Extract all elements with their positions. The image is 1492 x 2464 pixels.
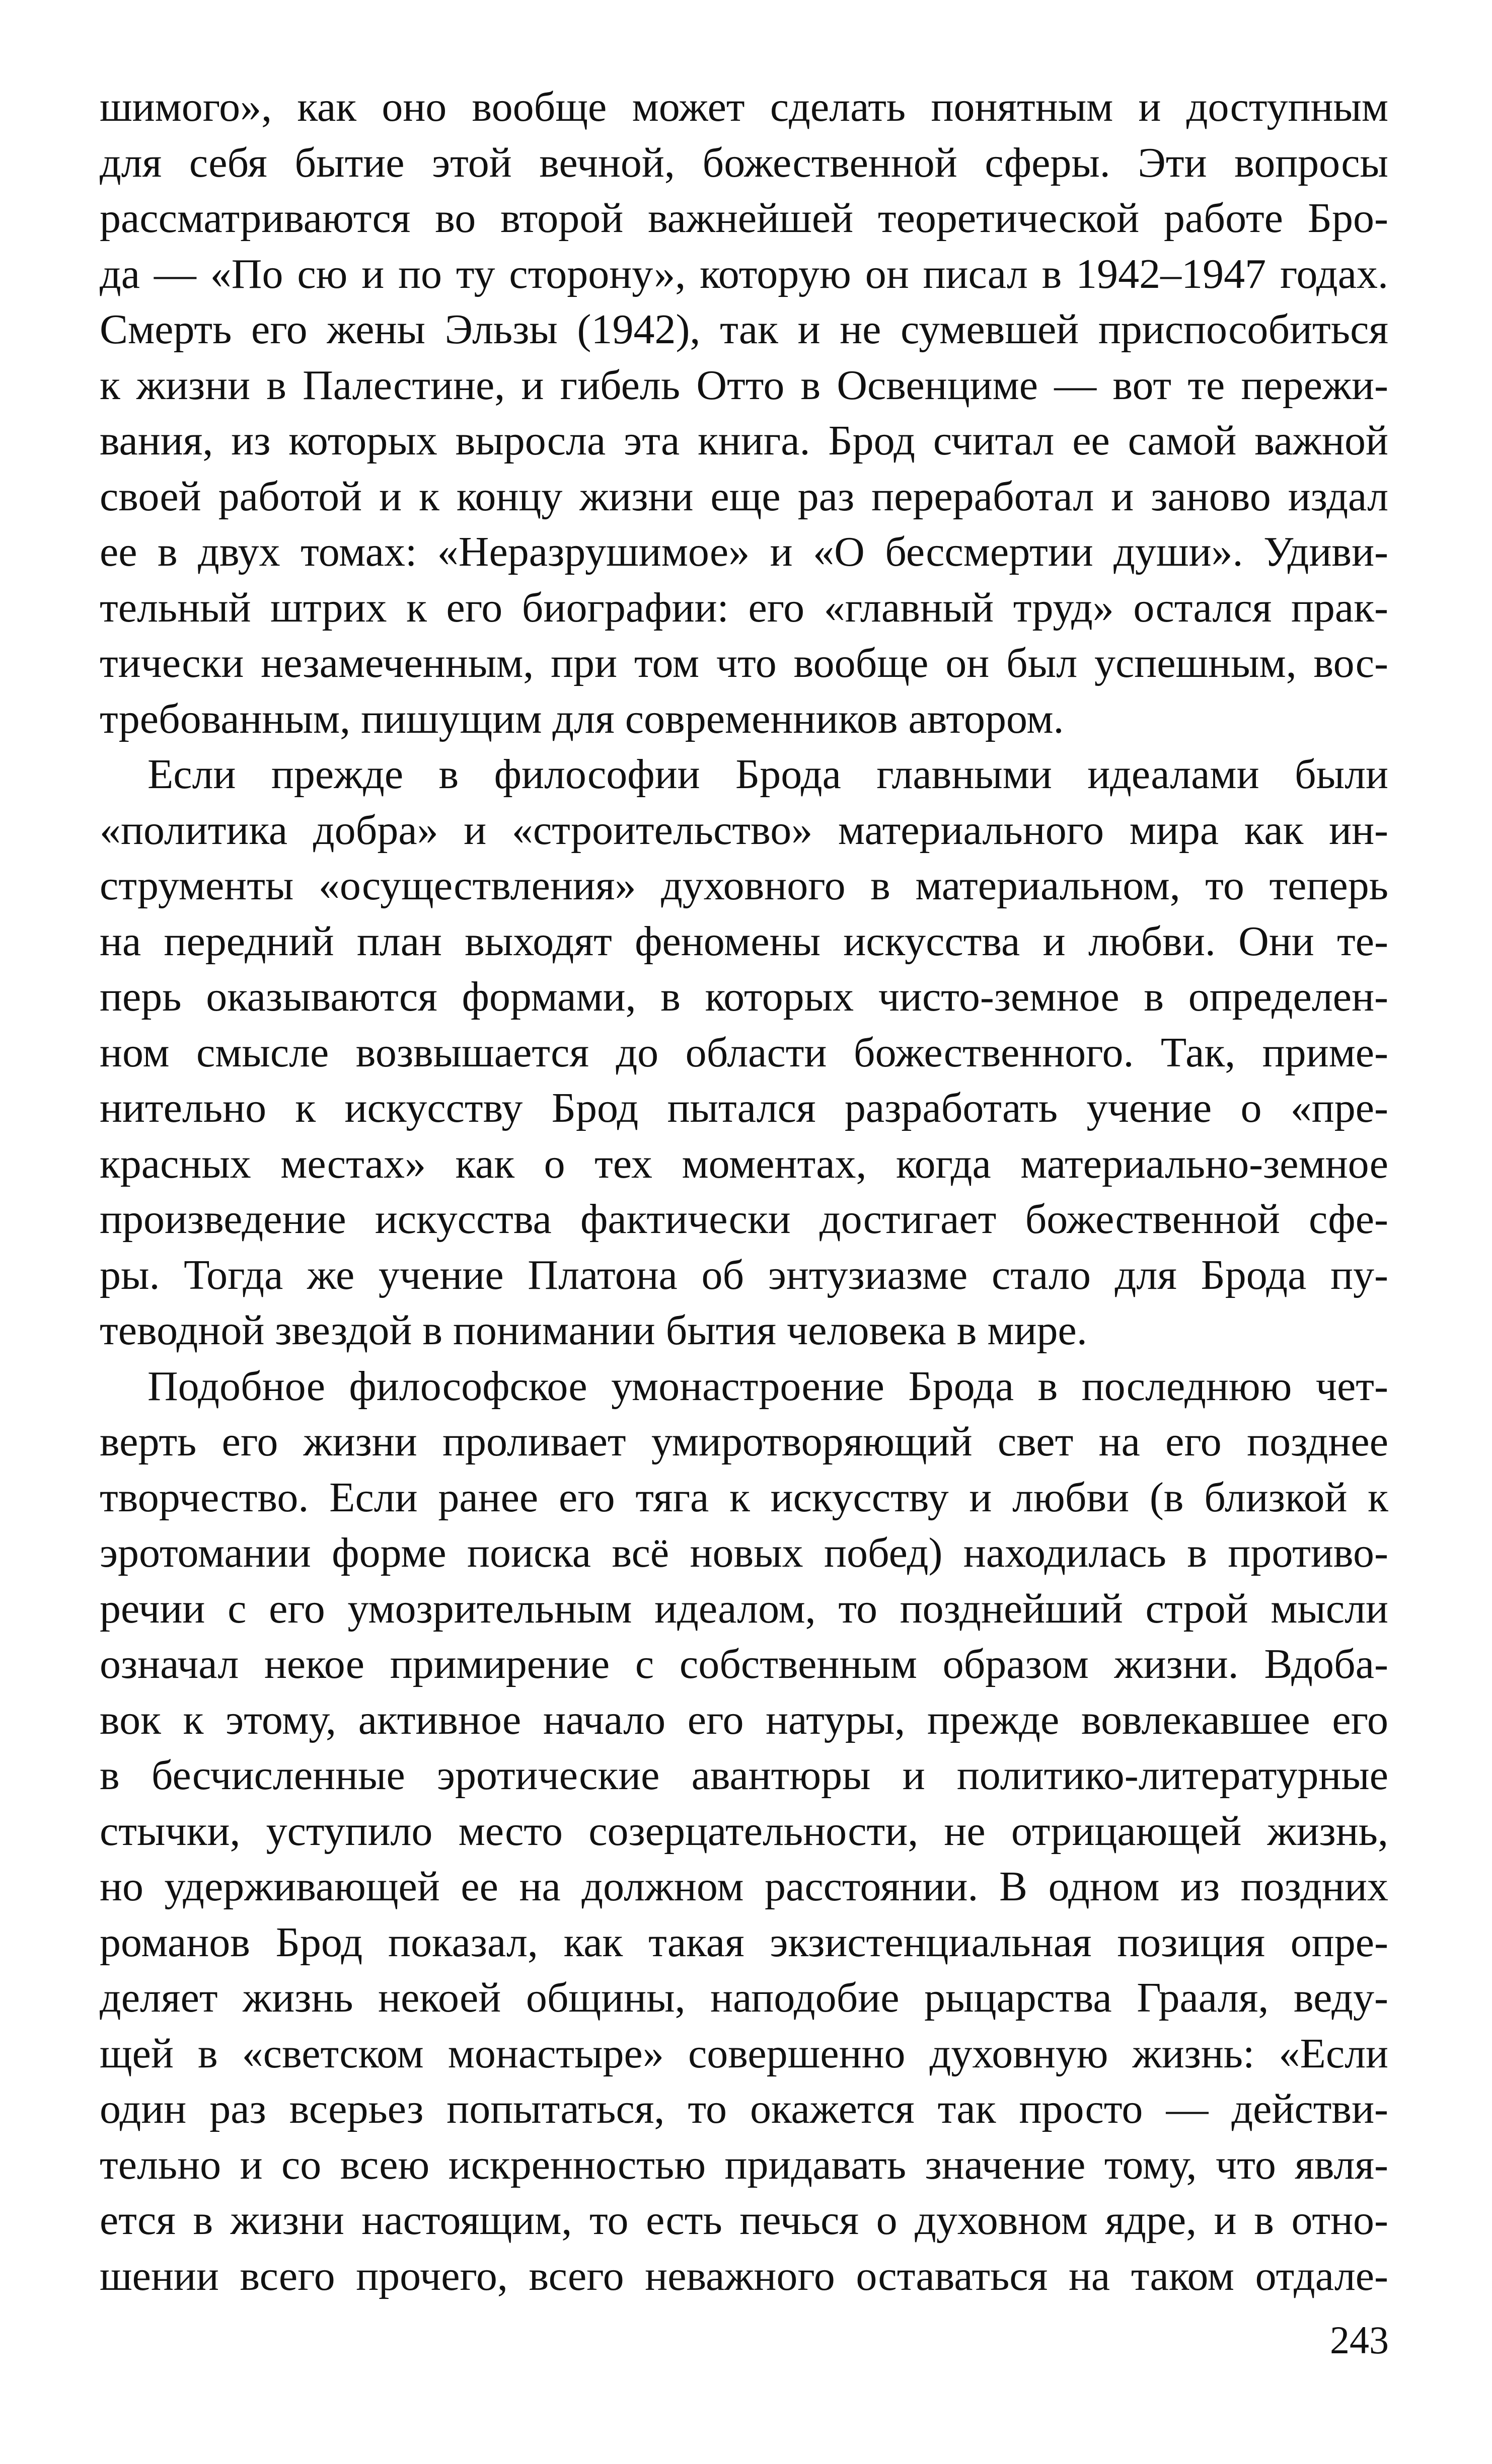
page-number: 243 bbox=[1330, 2318, 1389, 2362]
text-line: означал некое примирение с собственным образом жизни. Вдоба- bbox=[100, 1641, 1388, 1687]
text-line: тельный штрих к его биографии: его «главный труд» остался прак- bbox=[100, 584, 1388, 631]
text-line: шимого», как оно вообще может сделать понятным и доступным bbox=[100, 84, 1388, 130]
paragraph bbox=[100, 80, 1388, 747]
text-line: Подобное философское умонастроение Брода в последнюю чет- bbox=[147, 1362, 1388, 1410]
text-line: к жизни в Палестине, и гибель Отто в Освенциме — вот те пережи- bbox=[100, 361, 1388, 409]
text-line: ее в двух томах: «Неразрушимое» и «О бессмертии души». Удиви- bbox=[100, 528, 1388, 575]
paragraph bbox=[100, 747, 1388, 1359]
text-line: но удерживающей ее на должном расстоянии. В одном из поздних bbox=[100, 1863, 1388, 1910]
text-line: да — «По сю и по ту сторону», которую он писал в 1942–1947 годах. bbox=[100, 250, 1388, 297]
text-line: деляет жизнь некоей общины, наподобие рыцарства Грааля, веду- bbox=[100, 1974, 1388, 2021]
text-line: нительно к искусству Брод пытался разработать учение о «пре- bbox=[100, 1085, 1388, 1131]
text-line: произведение искусства фактически достигает божественной сфе- bbox=[100, 1196, 1388, 1243]
text-line: струменты «осуществления» духовного в материальном, то теперь bbox=[100, 862, 1388, 909]
text-line: Смерть его жены Эльзы (1942), так и не сумевшей приспособиться bbox=[100, 306, 1388, 353]
text-line: стычки, уступило место созерцательности, не отрицающей жизнь, bbox=[100, 1807, 1388, 1855]
paragraph bbox=[100, 1359, 1388, 2304]
text-line: щей в «светском монастыре» совершенно духовную жизнь: «Если bbox=[100, 2030, 1388, 2077]
text-line: теводной звездой в понимании бытия человека в мире. bbox=[100, 1307, 1087, 1354]
text-line: рассматриваются во второй важнейшей теоретической работе Бро- bbox=[100, 195, 1388, 242]
text-line: требованным, пишущим для современников автором. bbox=[100, 695, 1064, 742]
text-line: своей работой и к концу жизни еще раз переработал и заново издал bbox=[100, 473, 1388, 520]
body-text bbox=[100, 80, 1388, 2304]
text-line: вок к этому, активное начало его натуры, прежде вовлекавшее его bbox=[100, 1696, 1388, 1743]
text-line: на передний план выходят феномены искусства и любви. Они те- bbox=[100, 917, 1388, 965]
text-line: в бесчисленные эротические авантюры и политико-литературные bbox=[100, 1752, 1388, 1799]
text-line: тельно и со всею искренностью придавать значение тому, что явля- bbox=[100, 2141, 1388, 2188]
text-line: эротомании форме поиска всё новых побед) находилась в противо- bbox=[100, 1529, 1388, 1576]
text-line: шении всего прочего, всего неважного оставаться на таком отдале- bbox=[100, 2252, 1388, 2299]
text-line: один раз всерьез попытаться, то окажется так просто — действи- bbox=[100, 2086, 1388, 2132]
text-line: вания, из которых выросла эта книга. Брод считал ее самой важной bbox=[100, 417, 1388, 464]
text-line: верть его жизни проливает умиротворяющий свет на его позднее bbox=[100, 1418, 1388, 1465]
text-line: ется в жизни настоящим, то есть печься о духовном ядре, и в отно- bbox=[100, 2197, 1388, 2244]
text-line: тически незамеченным, при том что вообще он был успешным, вос- bbox=[100, 640, 1388, 686]
text-line: романов Брод показал, как такая экзистенциальная позиция опре- bbox=[100, 1918, 1388, 1966]
text-line: для себя бытие этой вечной, божественной сферы. Эти вопросы bbox=[100, 139, 1388, 186]
text-line: «политика добра» и «строительство» материального мира как ин- bbox=[100, 806, 1388, 854]
text-line: речии с его умозрительным идеалом, то позднейший строй мысли bbox=[100, 1585, 1388, 1632]
text-line: Если прежде в философии Брода главными идеалами были bbox=[147, 751, 1388, 798]
text-line: перь оказываются формами, в которых чисто-земное в определен- bbox=[100, 973, 1388, 1020]
text-line: ры. Тогда же учение Платона об энтузиазме стало для Брода пу- bbox=[100, 1251, 1388, 1298]
text-line: красных местах» как о тех моментах, когда материально-земное bbox=[100, 1140, 1388, 1187]
text-line: ном смысле возвышается до области божественного. Так, приме- bbox=[100, 1029, 1388, 1076]
text-line: творчество. Если ранее его тяга к искусству и любви (в близкой к bbox=[100, 1474, 1388, 1521]
